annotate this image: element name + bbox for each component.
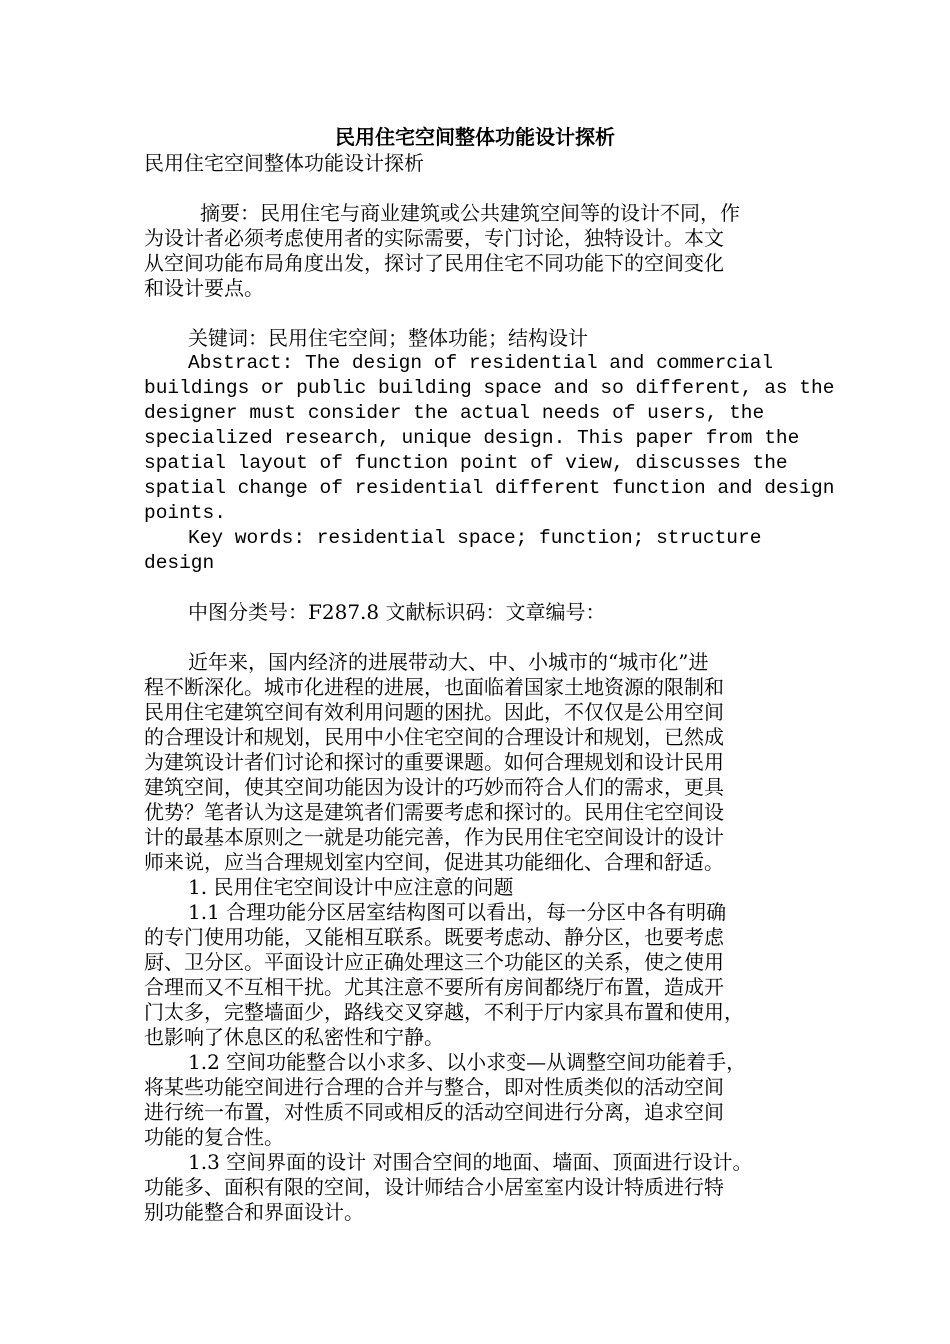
- intro-line: 师来说，应当合理规划室内空间，促进其功能细化、合理和舒适。: [144, 850, 724, 874]
- intro-line: 优势？笔者认为这是建筑者们需要考虑和探讨的。民用住宅空间设: [144, 800, 724, 824]
- abstract-en-line: spatial layout of function point of view, discusses the: [144, 452, 788, 474]
- section-1-1-line: 也影响了休息区的私密性和宁静。: [144, 1025, 444, 1049]
- keywords-en-line: design: [144, 552, 215, 574]
- keywords-cn: 关键词：民用住宅空间；整体功能；结构设计: [188, 326, 588, 350]
- abstract-en-line: spatial change of residential different function and design: [144, 477, 835, 499]
- section-1-3-line: 功能多、面积有限的空间，设计师结合小居室室内设计特质进行特: [144, 1175, 724, 1199]
- section-1-2-line: 1.2 空间功能整合以小求多、以小求变—从调整空间功能着手，: [188, 1050, 747, 1074]
- intro-line: 为建筑设计者们讨论和探讨的重要课题。如何合理规划和设计民用: [144, 750, 724, 774]
- keywords-en-line: Key words: residential space; function; structure: [188, 527, 762, 549]
- section-1-3-line: 别功能整合和界面设计。: [144, 1200, 364, 1224]
- document-subtitle: 民用住宅空间整体功能设计探析: [144, 151, 424, 175]
- section-1-1-line: 门太多，完整墙面少，路线交叉穿越，不利于厅内家具布置和使用，: [144, 1000, 744, 1024]
- abstract-en-line: Abstract: The design of residential and commercial: [188, 352, 774, 374]
- intro-line: 计的最基本原则之一就是功能完善，作为民用住宅空间设计的设计: [144, 825, 724, 849]
- abstract-cn-line: 从空间功能布局角度出发，探讨了民用住宅不同功能下的空间变化: [144, 251, 724, 275]
- intro-line: 的合理设计和规划，民用中小住宅空间的合理设计和规划，已然成: [144, 725, 724, 749]
- section-1-1-line: 的专门使用功能，又能相互联系。既要考虑动、静分区，也要考虑: [144, 925, 724, 949]
- abstract-en-line: buildings or public building space and so different, as the: [144, 377, 835, 399]
- section-1-1-line: 合理而又不互相干扰。尤其注意不要所有房间都绕厅布置，造成开: [144, 975, 724, 999]
- section-1-1-line: 厨、卫分区。平面设计应正确处理这三个功能区的关系，使之使用: [144, 950, 724, 974]
- abstract-cn-line: 摘要：民用住宅与商业建筑或公共建筑空间等的设计不同，作: [200, 201, 740, 225]
- intro-line: 民用住宅建筑空间有效利用问题的困扰。因此，不仅仅是公用空间: [144, 700, 724, 724]
- intro-line: 近年来，国内经济的进展带动大、中、小城市的“城市化”进: [188, 650, 709, 674]
- intro-line: 程不断深化。城市化进程的进展，也面临着国家土地资源的限制和: [144, 675, 724, 699]
- section-1-3-line: 1.3 空间界面的设计 对围合空间的地面、墙面、顶面进行设计。: [188, 1150, 753, 1174]
- section-1-2-line: 功能的复合性。: [144, 1125, 284, 1149]
- section-heading: 1. 民用住宅空间设计中应注意的问题: [188, 875, 514, 899]
- abstract-cn-line: 和设计要点。: [144, 276, 264, 300]
- classification-line: 中图分类号：F287.8 文献标识码：文章编号：: [188, 600, 606, 624]
- abstract-en-line: designer must consider the actual needs of users, the: [144, 402, 765, 424]
- section-1-2-line: 将某些功能空间进行合理的合并与整合，即对性质类似的活动空间: [144, 1075, 724, 1099]
- section-1-1-line: 1.1 合理功能分区居室结构图可以看出，每一分区中各有明确: [188, 900, 727, 924]
- abstract-en-line: points.: [144, 502, 226, 524]
- intro-line: 建筑空间，使其空间功能因为设计的巧妙而符合人们的需求，更具: [144, 775, 724, 799]
- section-1-2-line: 进行统一布置，对性质不同或相反的活动空间进行分离，追求空间: [144, 1100, 724, 1124]
- abstract-en-line: specialized research, unique design. This paper from the: [144, 427, 800, 449]
- document-title: 民用住宅空间整体功能设计探析: [335, 125, 615, 149]
- abstract-cn-line: 为设计者必须考虑使用者的实际需要，专门讨论，独特设计。本文: [144, 226, 724, 250]
